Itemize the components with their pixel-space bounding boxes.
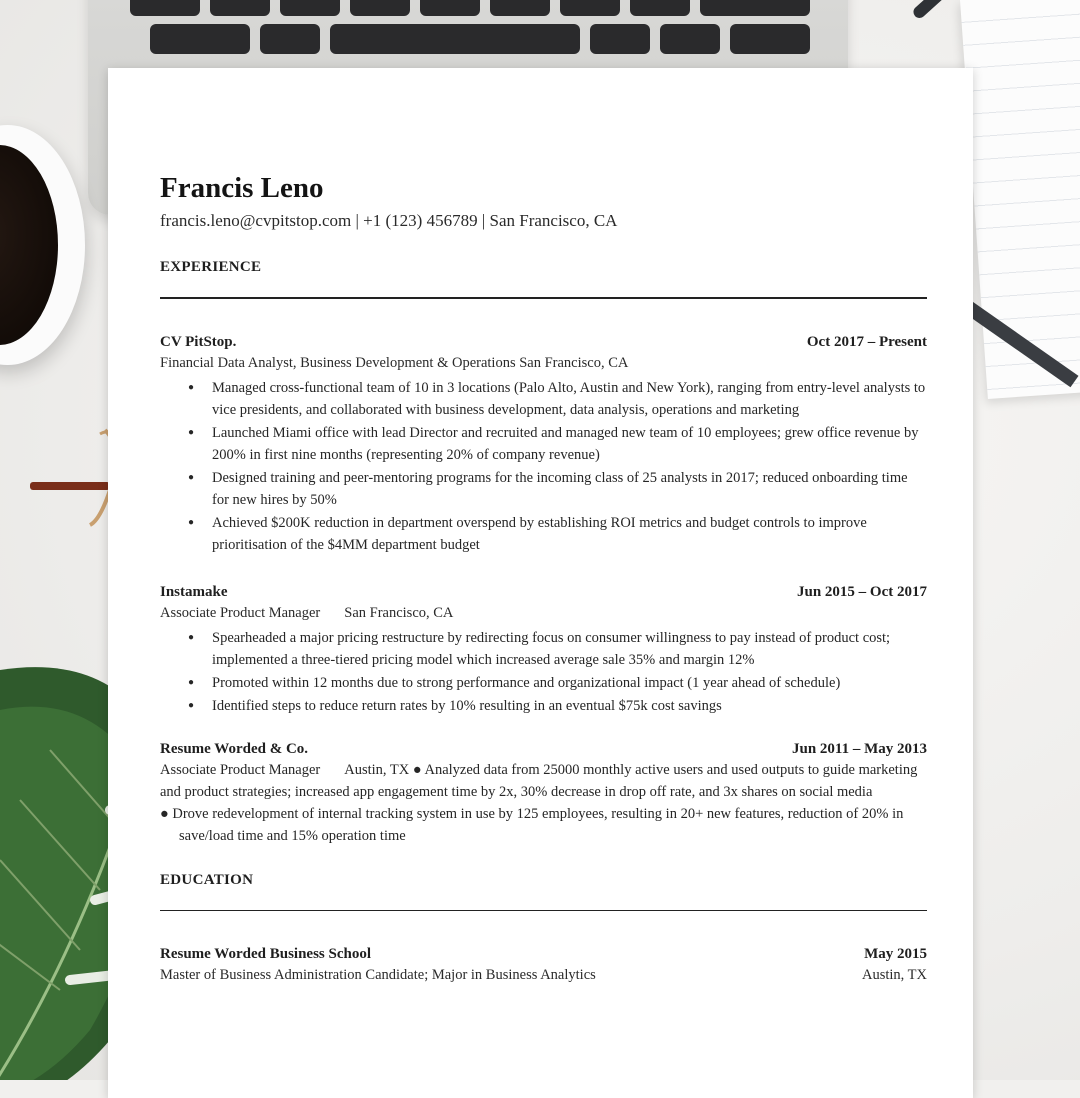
education-heading: EDUCATION <box>160 871 254 888</box>
bullet-item: ● Achieved $200K reduction in department overspend by establishing ROI metrics and budget controls to improve prioritisation of the $4MM department budget <box>212 512 927 556</box>
keyboard-key <box>210 0 270 16</box>
keyboard-key <box>590 24 650 54</box>
job-entry <box>160 332 927 556</box>
education-header <box>160 944 927 964</box>
keyboard-key <box>350 0 410 16</box>
keyboard-key <box>560 0 620 16</box>
job-bullets <box>160 627 927 717</box>
education-date: May 2015 <box>864 946 927 962</box>
bullet-item: ● Promoted within 12 months due to strong performance and organizational impact (1 year ahead of schedule) <box>212 672 927 694</box>
degree-line <box>160 964 927 986</box>
keyboard-key <box>150 24 250 54</box>
keyboard-key <box>660 24 720 54</box>
job-role: Associate Product Manager <box>160 604 321 621</box>
job-dates: Jun 2011 – May 2013 <box>791 740 927 757</box>
bullet-item: ● Identified steps to reduce return rates by 10% resulting in an eventual $75k cost savings <box>212 695 927 717</box>
candidate-name: Francis Leno <box>160 172 324 204</box>
glasses-icon <box>30 420 120 530</box>
keyboard-key <box>330 24 580 54</box>
job-role: Associate Product Manager <box>160 761 321 778</box>
job-location: Austin, TX <box>344 761 410 778</box>
bullet-item: ● Designed training and peer-mentoring programs for the incoming class of 25 analysts in 2017; reduced onboarding time for new hires by 50% <box>212 467 927 511</box>
section-divider <box>160 297 927 299</box>
keyboard-key <box>630 0 690 16</box>
section-divider <box>160 910 927 912</box>
job-role-line <box>160 352 927 374</box>
keyboard-key <box>260 24 320 54</box>
keyboard-key <box>130 0 200 16</box>
keyboard-key <box>280 0 340 16</box>
school-name: Resume Worded Business School <box>160 946 372 962</box>
job-location: San Francisco, CA <box>344 604 454 621</box>
education-entry <box>160 944 927 986</box>
bullet-item: ● Spearheaded a major pricing restructure by redirecting focus on consumer willingness to pay instead of product cost; implemented a three-tiered pricing model which increased average sale 35% and margin 12% <box>212 627 927 671</box>
job-dates: Jun 2015 – Oct 2017 <box>796 583 927 600</box>
company-name: Instamake <box>160 583 228 600</box>
keyboard-key <box>420 0 480 16</box>
job-bullets <box>160 377 927 556</box>
job-role-line <box>160 759 927 803</box>
keyboard-key <box>490 0 550 16</box>
job-header <box>160 739 927 759</box>
contact-line: francis.leno@cvpitstop.com | +1 (123) 456789 | San Francisco, CA <box>160 211 618 230</box>
job-entry <box>160 582 927 717</box>
job-header <box>160 582 927 602</box>
job-role-line <box>160 602 927 624</box>
resume-page <box>108 68 973 1098</box>
keyboard-key <box>700 0 810 16</box>
education-location: Austin, TX <box>862 967 927 983</box>
job-location: San Francisco, CA <box>519 354 629 371</box>
company-name: Resume Worded & Co. <box>160 740 309 757</box>
keyboard <box>110 0 840 70</box>
company-name: CV PitStop. <box>160 333 237 350</box>
experience-heading: EXPERIENCE <box>160 259 262 275</box>
resume-content <box>160 168 927 986</box>
keyboard-key <box>730 24 810 54</box>
bullet-item: ● Managed cross-functional team of 10 in 3 locations (Palo Alto, Austin and New York), ranging from entry-level analysts to vice presidents, and collaborated with business development, data analysis, operations and marketing <box>212 377 927 421</box>
degree: Master of Business Administration Candidate; Major in Business Analytics <box>160 967 596 983</box>
job-dates: Oct 2017 – Present <box>806 333 927 350</box>
bullet-item: ● Drove redevelopment of internal tracking system in use by 125 employees, resulting in 20+ new features, reduction of 20% in save/load time and 15% operation time <box>160 805 904 844</box>
job-header <box>160 332 927 352</box>
bullet-item: ● Analyzed data from 25000 monthly active users and used outputs to guide marketing and product strategies; increased app engagement time by 2x, 30% decrease in drop off rate, and 3x shares on social media <box>160 761 918 800</box>
bullet-item: ● Launched Miami office with lead Director and recruited and managed new team of 10 employees; grew office revenue by 200% in first nine months (representing 20% of company revenue) <box>212 422 927 466</box>
job-role: Financial Data Analyst, Business Development & Operations <box>160 354 516 371</box>
job-entry <box>160 739 927 847</box>
